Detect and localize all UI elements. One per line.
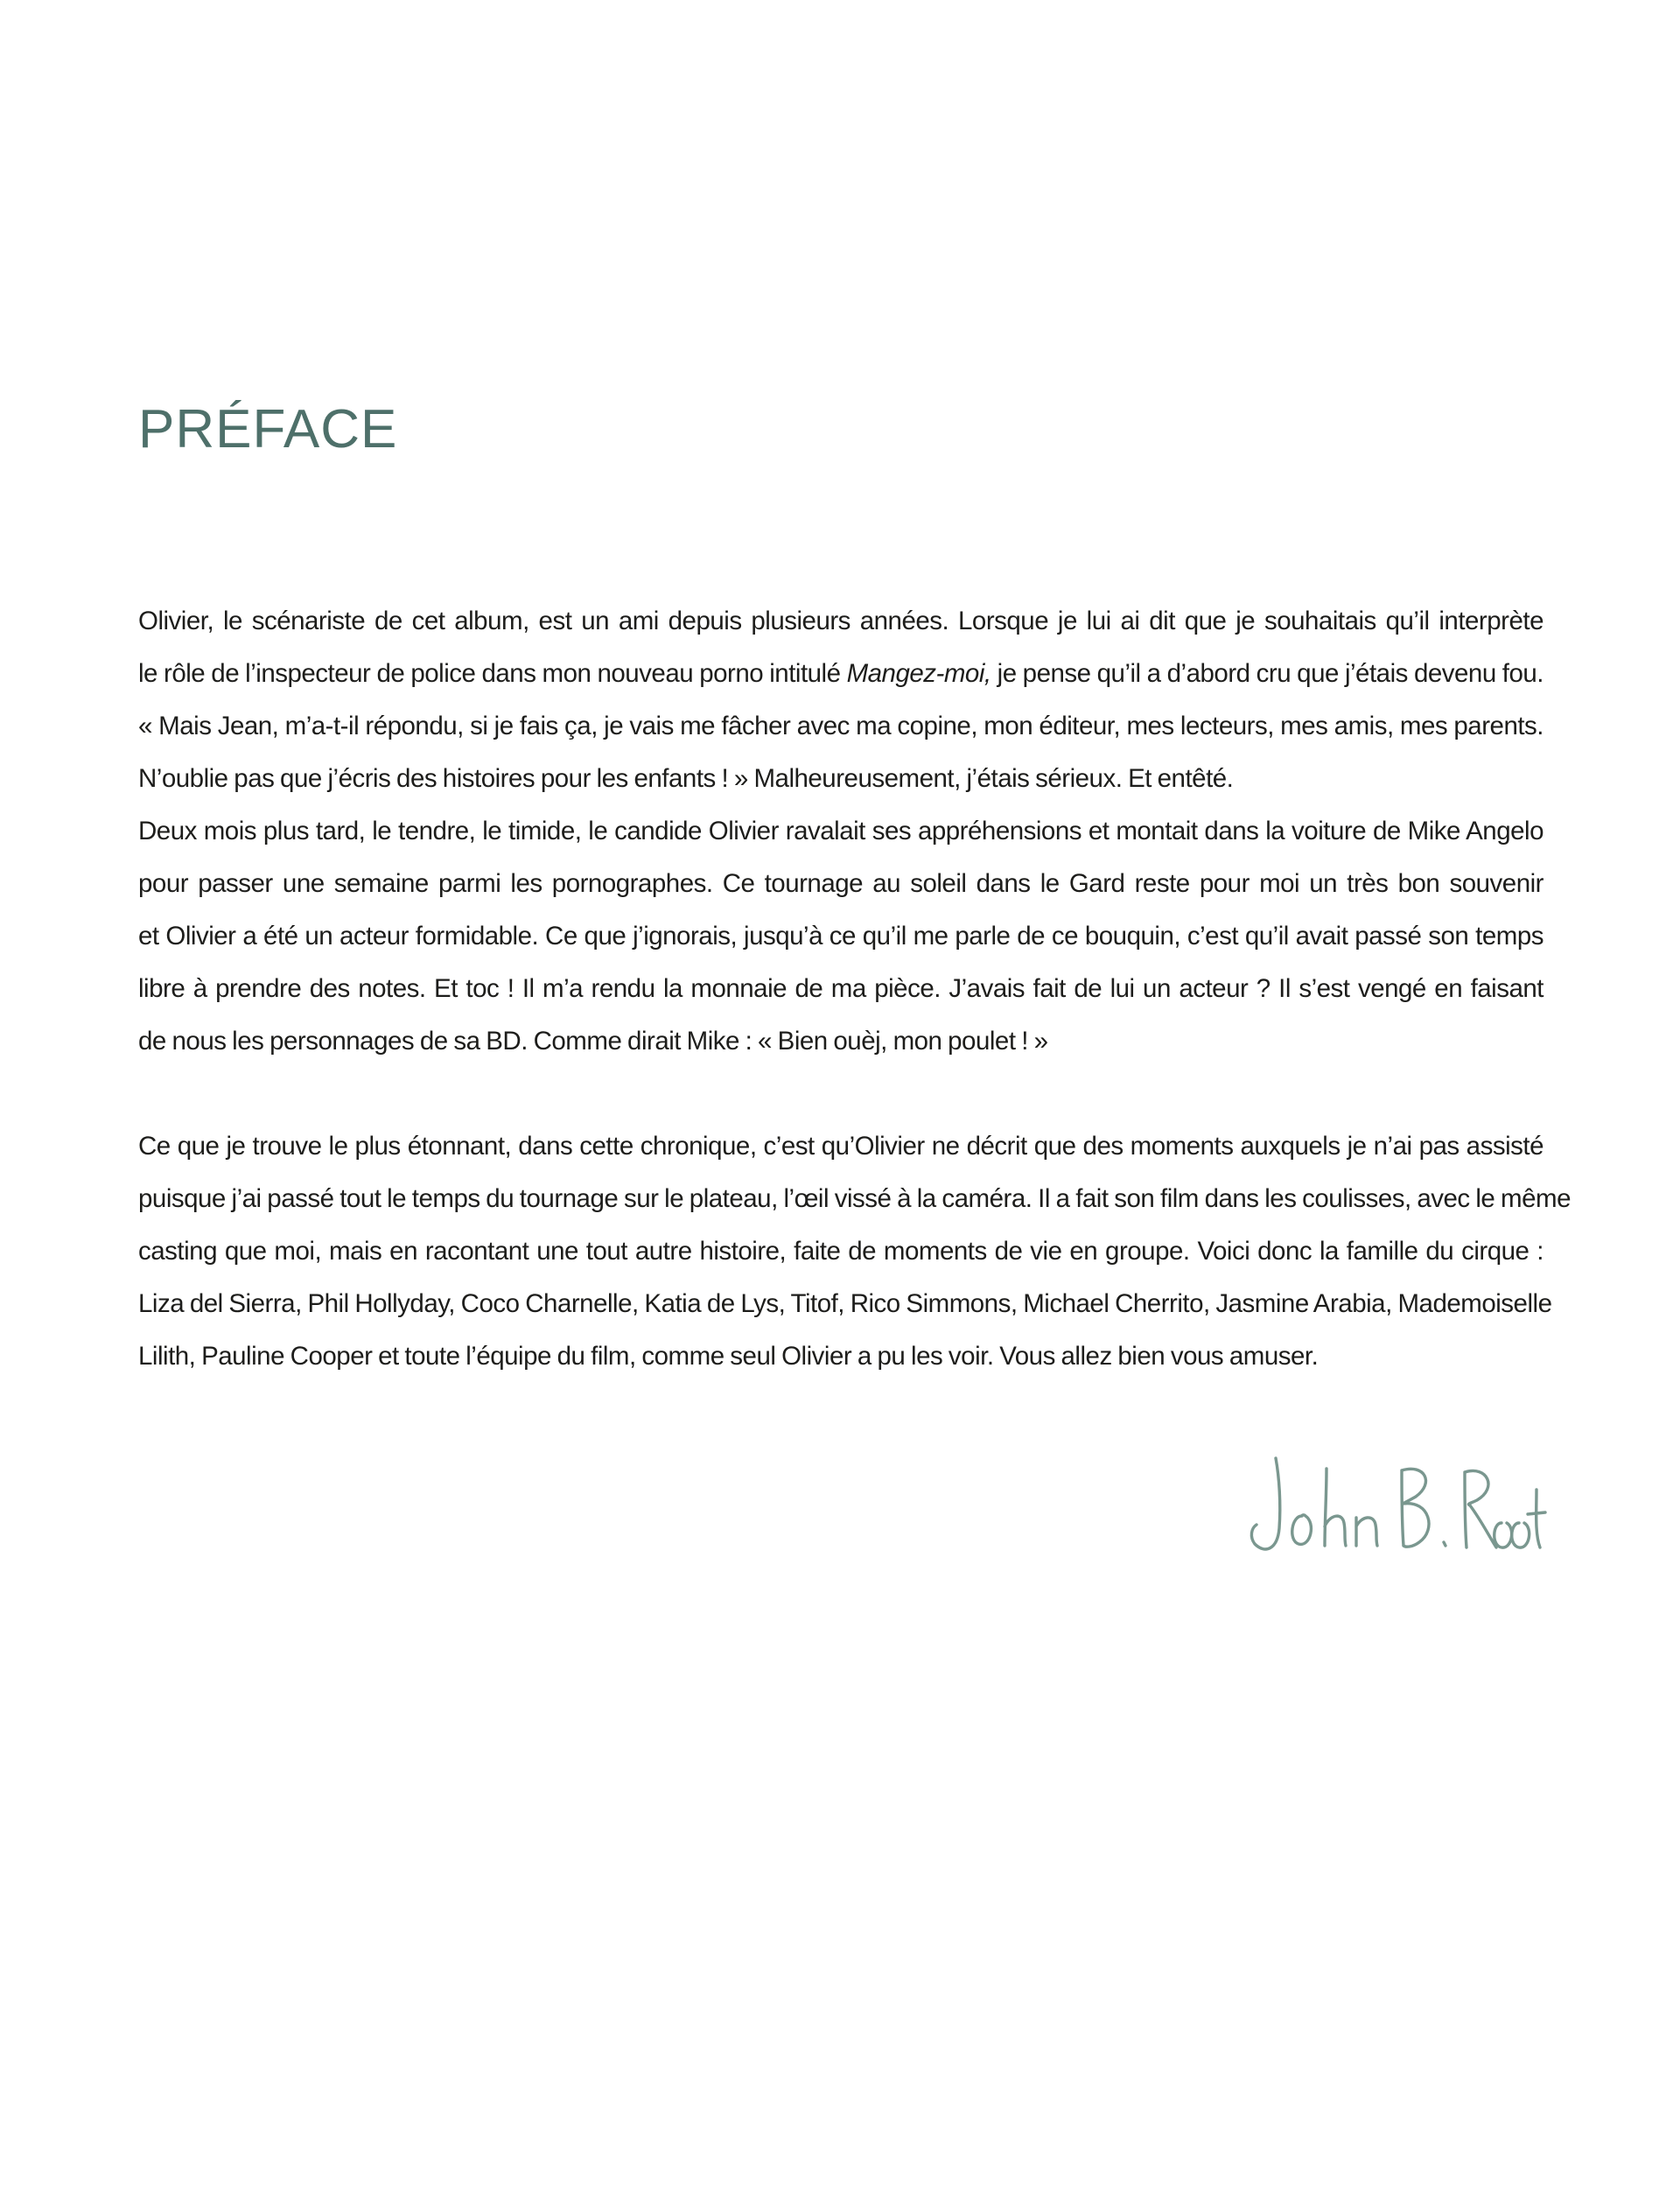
text-line: « Mais Jean, m’a-t-il répondu, si je fais ça, je vais me fâcher avec ma copine, mon éditeur, mes lecteurs, mes amis, mes parents. xyxy=(138,712,1544,740)
handwritten-signature xyxy=(1241,1442,1547,1574)
preface-body xyxy=(138,595,1571,1383)
text-line: et Olivier a été un acteur formidable. Ce que j’ignorais, jusqu’à ce qu’il me parle de ce bouquin, c’est qu’il avait passé son temps xyxy=(138,922,1544,951)
text-line: Liza del Sierra, Phil Hollyday, Coco Charnelle, Katia de Lys, Titof, Rico Simmons, Michael Cherrito, Jasmine Arabia, Mademoiselle xyxy=(138,1289,1552,1318)
film-title: Mangez-moi, xyxy=(846,659,991,688)
text-line: Lilith, Pauline Cooper et toute l’équipe du film, comme seul Olivier a pu les voir. Vous allez bien vous amuser. xyxy=(138,1342,1319,1371)
text-segment: le rôle de l’inspecteur de police dans mon nouveau porno intitulé xyxy=(138,659,847,688)
text-line: Ce que je trouve le plus étonnant, dans cette chronique, c’est qu’Olivier ne décrit que des moments auxquels je n’ai pas assisté xyxy=(138,1132,1544,1161)
text-line: libre à prendre des notes. Et toc ! Il m’a rendu la monnaie de ma pièce. J’avais fait de lui un acteur ? Il s’est vengé en faisant xyxy=(138,974,1544,1003)
text-line xyxy=(138,648,1544,700)
preface-paragraph-2 xyxy=(138,1120,1571,1383)
page-title: PRÉFACE xyxy=(138,399,398,460)
text-line: Deux mois plus tard, le tendre, le timide, le candide Olivier ravalait ses appréhensions et montait dans la voiture de Mike Angelo xyxy=(138,817,1544,845)
preface-paragraph-1 xyxy=(138,595,1544,1068)
text-line: puisque j’ai passé tout le temps du tournage sur le plateau, l’œil vissé à la caméra. Il a fait son film dans les coulisses, avec le même xyxy=(138,1184,1571,1213)
text-segment: je pense qu’il a d’abord cru que j’étais devenu fou. xyxy=(990,659,1544,688)
text-line: casting que moi, mais en racontant une tout autre histoire, faite de moments de vie en groupe. Voici donc la famille du cirque : xyxy=(138,1237,1544,1266)
text-line: Olivier, le scénariste de cet album, est un ami depuis plusieurs années. Lorsque je lui ai dit que je souhaitais qu’il interprète xyxy=(138,607,1544,635)
text-line: de nous les personnages de sa BD. Comme dirait Mike : « Bien ouèj, mon poulet ! » xyxy=(138,1027,1048,1056)
text-line: N’oublie pas que j’écris des histoires pour les enfants ! » Malheureusement, j’étais sérieux. Et entêté. xyxy=(138,764,1234,793)
text-line: pour passer une semaine parmi les pornographes. Ce tournage au soleil dans le Gard reste pour moi un très bon souvenir xyxy=(138,869,1544,898)
